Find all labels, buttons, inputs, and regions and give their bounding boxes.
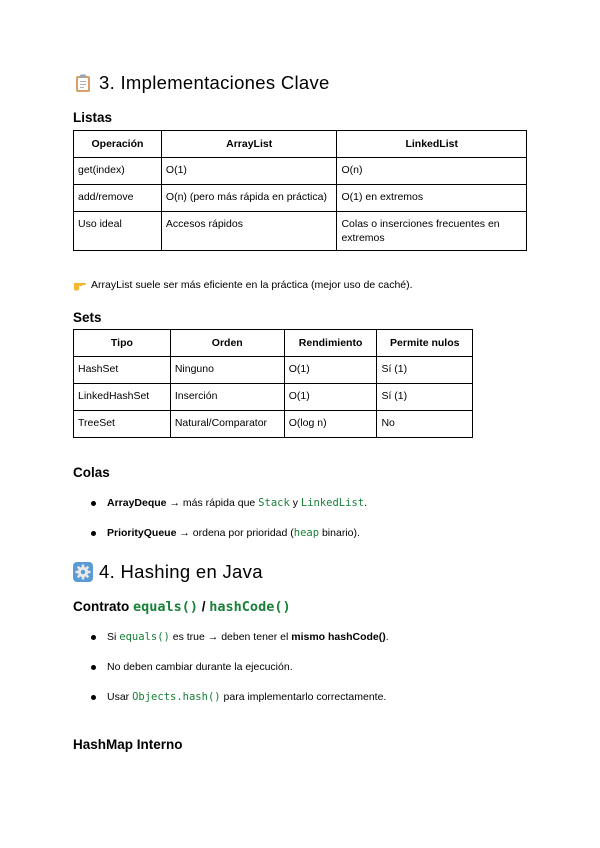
list-item: ArrayDeque → más rápida que Stack y LinkedList. — [73, 496, 533, 526]
table-row — [74, 185, 527, 212]
colas-heading: Colas — [73, 465, 110, 480]
sets-table — [73, 329, 473, 438]
table-cell: HashSet — [74, 357, 171, 384]
table-cell: Colas o inserciones frecuentes en extremos — [337, 212, 527, 251]
table-cell: O(1) — [284, 384, 377, 411]
header-cell: Rendimiento — [284, 330, 377, 357]
table-row — [74, 384, 473, 411]
table-row — [74, 411, 473, 438]
table-header-row — [74, 131, 527, 158]
header-cell: Tipo — [74, 330, 171, 357]
table-row — [74, 158, 527, 185]
table-cell: O(1) — [161, 158, 337, 185]
table-cell: O(log n) — [284, 411, 377, 438]
table-cell: LinkedHashSet — [74, 384, 171, 411]
table-cell: get(index) — [74, 158, 162, 185]
arraylist-note: ArrayList suele ser más eficiente en la práctica (mejor uso de caché). — [73, 279, 413, 291]
table-row — [74, 357, 473, 384]
colas-list — [73, 496, 533, 556]
list-item: No deben cambiar durante la ejecución. — [73, 660, 533, 690]
table-cell: Ninguno — [170, 357, 284, 384]
table-cell: add/remove — [74, 185, 162, 212]
table-cell: Natural/Comparator — [170, 411, 284, 438]
hashmap-heading: HashMap Interno — [73, 737, 183, 752]
contrato-heading: Contrato equals() / hashCode() — [73, 599, 291, 615]
table-cell: Sí (1) — [377, 357, 473, 384]
sets-heading: Sets — [73, 310, 102, 325]
gear-icon — [73, 562, 93, 582]
header-cell: ArrayList — [161, 131, 337, 158]
header-cell: Orden — [170, 330, 284, 357]
contrato-list — [73, 630, 533, 720]
header-cell: Permite nulos — [377, 330, 473, 357]
section-3-title: 3. Implementaciones Clave — [73, 72, 330, 94]
table-cell: Uso ideal — [74, 212, 162, 251]
table-cell: O(n) (pero más rápida en práctica) — [161, 185, 337, 212]
list-item: PriorityQueue → ordena por prioridad (heap binario). — [73, 526, 533, 556]
pointing-hand-icon — [73, 279, 87, 291]
table-header-row — [74, 330, 473, 357]
list-item: Usar Objects.hash() para implementarlo correctamente. — [73, 690, 533, 720]
header-cell: Operación — [74, 131, 162, 158]
table-cell: O(1) en extremos — [337, 185, 527, 212]
table-row — [74, 212, 527, 251]
header-cell: LinkedList — [337, 131, 527, 158]
section-4-title: 4. Hashing en Java — [73, 561, 263, 583]
table-cell: Accesos rápidos — [161, 212, 337, 251]
table-cell: Inserción — [170, 384, 284, 411]
table-cell: Sí (1) — [377, 384, 473, 411]
list-item: Si equals() es true → deben tener el mismo hashCode(). — [73, 630, 533, 660]
table-cell: O(n) — [337, 158, 527, 185]
table-cell: No — [377, 411, 473, 438]
listas-table — [73, 130, 527, 251]
clipboard-icon — [73, 73, 93, 93]
table-cell: TreeSet — [74, 411, 171, 438]
table-cell: O(1) — [284, 357, 377, 384]
listas-heading: Listas — [73, 110, 113, 125]
